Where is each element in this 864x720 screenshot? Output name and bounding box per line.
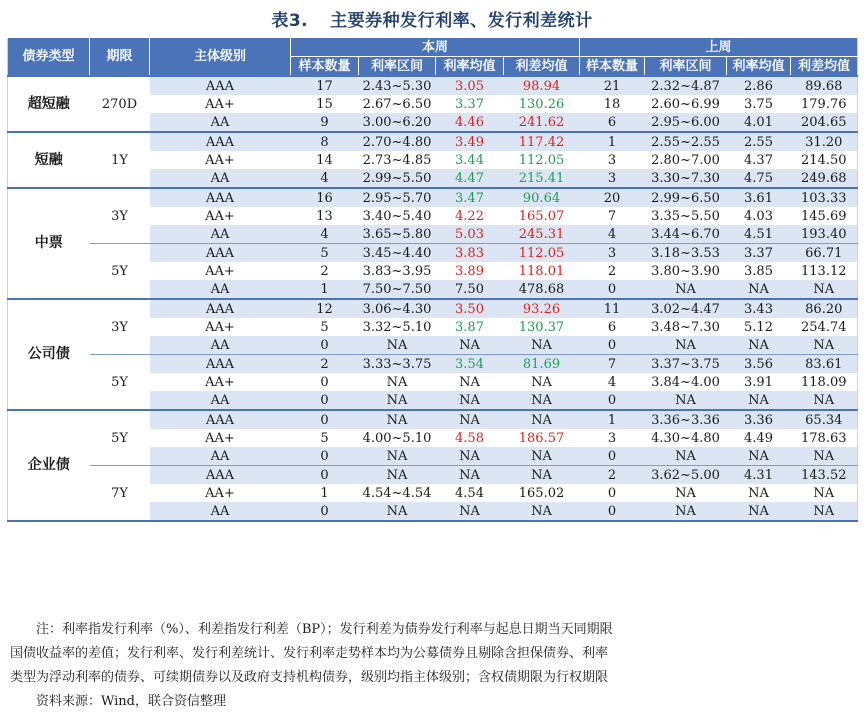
last-week-rate-mean-cell: NA xyxy=(727,391,791,410)
last-week-sample-count-cell: 18 xyxy=(580,95,645,113)
this-week-rate-range-cell: 3.45~4.40 xyxy=(359,244,436,263)
last-week-sample-count-cell: 3 xyxy=(580,429,645,447)
header-tw-spread-mean: 利差均值 xyxy=(504,57,580,77)
rating-cell: AAA xyxy=(150,299,291,318)
last-week-sample-count-cell: 21 xyxy=(580,76,645,95)
period-cell: 1Y xyxy=(90,132,150,188)
last-week-spread-mean-cell: NA xyxy=(791,484,858,502)
period-cell: 3Y xyxy=(90,188,150,244)
this-week-sample-count-cell: 1 xyxy=(291,280,359,299)
last-week-sample-count-cell: 11 xyxy=(580,299,645,318)
rating-cell: AA+ xyxy=(150,373,291,391)
note-line-2: 国债收益率的差值；发行利率、发行利差统计、发行利率走势样本均为公募债券且剔除含担保债券、利率 xyxy=(10,646,609,661)
last-week-spread-mean-cell: 193.40 xyxy=(791,225,858,244)
last-week-spread-mean-cell: 65.34 xyxy=(791,410,858,429)
this-week-rate-mean-cell: 3.89 xyxy=(436,262,504,280)
last-week-sample-count-cell: 2 xyxy=(580,466,645,485)
table-row xyxy=(8,410,858,429)
this-week-rate-mean-cell: 4.58 xyxy=(436,429,504,447)
table-row xyxy=(8,132,858,151)
rating-cell: AA xyxy=(150,447,291,466)
this-week-rate-range-cell: NA xyxy=(359,447,436,466)
this-week-spread-mean-cell: 165.02 xyxy=(504,484,580,502)
rating-cell: AA xyxy=(150,225,291,244)
table-row xyxy=(8,244,858,263)
last-week-rate-mean-cell: 4.75 xyxy=(727,169,791,188)
last-week-rate-range-cell: 4.30~4.80 xyxy=(645,429,727,447)
last-week-rate-range-cell: 3.35~5.50 xyxy=(645,207,727,225)
last-week-sample-count-cell: 0 xyxy=(580,502,645,521)
this-week-rate-range-cell: 3.33~3.75 xyxy=(359,355,436,374)
header-period: 期限 xyxy=(90,38,150,76)
last-week-rate-mean-cell: 3.85 xyxy=(727,262,791,280)
table-notes xyxy=(10,618,858,714)
header-last-week: 上周 xyxy=(580,38,858,57)
header-lw-rate-range: 利率区间 xyxy=(645,57,727,77)
this-week-rate-mean-cell: 4.47 xyxy=(436,169,504,188)
last-week-spread-mean-cell: 143.52 xyxy=(791,466,858,485)
header-lw-spread-mean: 利差均值 xyxy=(791,57,858,77)
rating-cell: AA+ xyxy=(150,429,291,447)
this-week-spread-mean-cell: 118.01 xyxy=(504,262,580,280)
rating-cell: AAA xyxy=(150,466,291,485)
this-week-rate-mean-cell: NA xyxy=(436,410,504,429)
rating-cell: AAA xyxy=(150,188,291,207)
table-row xyxy=(8,188,858,207)
this-week-rate-range-cell: NA xyxy=(359,502,436,521)
this-week-spread-mean-cell: NA xyxy=(504,502,580,521)
this-week-sample-count-cell: 0 xyxy=(291,336,359,355)
header-lw-rate-mean: 利率均值 xyxy=(727,57,791,77)
this-week-sample-count-cell: 5 xyxy=(291,318,359,336)
rating-cell: AA+ xyxy=(150,151,291,169)
rating-cell: AA xyxy=(150,391,291,410)
table-title-text: 主要券种发行利率、发行利差统计 xyxy=(330,11,593,31)
period-cell: 3Y xyxy=(90,299,150,355)
this-week-spread-mean-cell: 112.05 xyxy=(504,151,580,169)
header-bond-type: 债券类型 xyxy=(8,38,90,76)
table-row xyxy=(8,466,858,485)
last-week-spread-mean-cell: NA xyxy=(791,502,858,521)
this-week-sample-count-cell: 1 xyxy=(291,484,359,502)
last-week-rate-range-cell: 3.84~4.00 xyxy=(645,373,727,391)
last-week-rate-mean-cell: 4.31 xyxy=(727,466,791,485)
last-week-rate-range-cell: 3.30~7.30 xyxy=(645,169,727,188)
last-week-spread-mean-cell: NA xyxy=(791,391,858,410)
last-week-sample-count-cell: 3 xyxy=(580,169,645,188)
this-week-rate-range-cell: NA xyxy=(359,410,436,429)
this-week-spread-mean-cell: 112.05 xyxy=(504,244,580,263)
last-week-spread-mean-cell: NA xyxy=(791,280,858,299)
header-lw-sample-count: 样本数量 xyxy=(580,57,645,77)
this-week-sample-count-cell: 8 xyxy=(291,132,359,151)
this-week-spread-mean-cell: 90.64 xyxy=(504,188,580,207)
this-week-rate-range-cell: 2.73~4.85 xyxy=(359,151,436,169)
table-header xyxy=(8,38,858,76)
this-week-spread-mean-cell: NA xyxy=(504,391,580,410)
this-week-rate-mean-cell: 3.47 xyxy=(436,188,504,207)
this-week-rate-mean-cell: 4.54 xyxy=(436,484,504,502)
this-week-rate-mean-cell: NA xyxy=(436,447,504,466)
last-week-rate-range-cell: 3.62~5.00 xyxy=(645,466,727,485)
last-week-rate-range-cell: 2.80~7.00 xyxy=(645,151,727,169)
header-rating: 主体级别 xyxy=(150,38,291,76)
this-week-sample-count-cell: 5 xyxy=(291,244,359,263)
last-week-rate-range-cell: 3.37~3.75 xyxy=(645,355,727,374)
this-week-sample-count-cell: 14 xyxy=(291,151,359,169)
rating-cell: AA xyxy=(150,113,291,132)
last-week-rate-mean-cell: NA xyxy=(727,280,791,299)
last-week-sample-count-cell: 0 xyxy=(580,391,645,410)
last-week-rate-mean-cell: NA xyxy=(727,484,791,502)
this-week-spread-mean-cell: 215.41 xyxy=(504,169,580,188)
rating-cell: AAA xyxy=(150,76,291,95)
last-week-rate-mean-cell: 5.12 xyxy=(727,318,791,336)
rating-cell: AAA xyxy=(150,355,291,374)
this-week-spread-mean-cell: NA xyxy=(504,410,580,429)
last-week-rate-mean-cell: 3.91 xyxy=(727,373,791,391)
last-week-rate-range-cell: 3.80~3.90 xyxy=(645,262,727,280)
this-week-rate-mean-cell: 3.83 xyxy=(436,244,504,263)
this-week-rate-mean-cell: 3.49 xyxy=(436,132,504,151)
bond-type-cell: 短融 xyxy=(8,132,90,188)
this-week-sample-count-cell: 4 xyxy=(291,225,359,244)
this-week-rate-range-cell: NA xyxy=(359,466,436,485)
last-week-rate-range-cell: NA xyxy=(645,447,727,466)
this-week-rate-mean-cell: 3.05 xyxy=(436,76,504,95)
this-week-rate-range-cell: 2.43~5.30 xyxy=(359,76,436,95)
last-week-rate-mean-cell: 2.55 xyxy=(727,132,791,151)
this-week-rate-mean-cell: NA xyxy=(436,502,504,521)
last-week-sample-count-cell: 0 xyxy=(580,447,645,466)
this-week-spread-mean-cell: 186.57 xyxy=(504,429,580,447)
last-week-spread-mean-cell: 179.76 xyxy=(791,95,858,113)
last-week-rate-mean-cell: 4.03 xyxy=(727,207,791,225)
this-week-rate-mean-cell: 4.46 xyxy=(436,113,504,132)
last-week-rate-range-cell: NA xyxy=(645,502,727,521)
this-week-rate-mean-cell: 4.22 xyxy=(436,207,504,225)
last-week-sample-count-cell: 7 xyxy=(580,355,645,374)
this-week-rate-range-cell: 3.00~6.20 xyxy=(359,113,436,132)
bond-type-cell: 企业债 xyxy=(8,410,90,521)
this-week-spread-mean-cell: 130.37 xyxy=(504,318,580,336)
this-week-rate-range-cell: 3.83~3.95 xyxy=(359,262,436,280)
last-week-sample-count-cell: 0 xyxy=(580,484,645,502)
this-week-spread-mean-cell: 245.31 xyxy=(504,225,580,244)
last-week-spread-mean-cell: 145.69 xyxy=(791,207,858,225)
last-week-rate-range-cell: 3.02~4.47 xyxy=(645,299,727,318)
period-cell: 5Y xyxy=(90,410,150,466)
this-week-spread-mean-cell: 165.07 xyxy=(504,207,580,225)
this-week-spread-mean-cell: 117.42 xyxy=(504,132,580,151)
this-week-rate-range-cell: 4.00~5.10 xyxy=(359,429,436,447)
rating-cell: AA+ xyxy=(150,262,291,280)
this-week-sample-count-cell: 2 xyxy=(291,355,359,374)
last-week-sample-count-cell: 4 xyxy=(580,373,645,391)
this-week-spread-mean-cell: NA xyxy=(504,336,580,355)
rating-cell: AA xyxy=(150,169,291,188)
last-week-rate-range-cell: 2.99~6.50 xyxy=(645,188,727,207)
period-cell: 5Y xyxy=(90,244,150,300)
last-week-rate-range-cell: 3.44~6.70 xyxy=(645,225,727,244)
note-line-3: 类型为浮动利率的债券、可续期债券以及政府支持机构债券，级别均指主体级别；含权债期限为行权期限 xyxy=(10,670,609,685)
this-week-spread-mean-cell: 81.69 xyxy=(504,355,580,374)
this-week-rate-range-cell: 2.99~5.50 xyxy=(359,169,436,188)
note-line-1: 注：利率指发行利率（%）、利差指发行利差（BP）；发行利差为债券发行利率与起息日期当天同期限 xyxy=(36,622,613,637)
last-week-rate-mean-cell: 2.86 xyxy=(727,76,791,95)
this-week-spread-mean-cell: 98.94 xyxy=(504,76,580,95)
this-week-sample-count-cell: 9 xyxy=(291,113,359,132)
rating-cell: AA+ xyxy=(150,207,291,225)
last-week-rate-range-cell: NA xyxy=(645,391,727,410)
last-week-spread-mean-cell: NA xyxy=(791,336,858,355)
rating-cell: AAA xyxy=(150,244,291,263)
this-week-rate-range-cell: 2.70~4.80 xyxy=(359,132,436,151)
last-week-spread-mean-cell: 118.09 xyxy=(791,373,858,391)
table-row xyxy=(8,299,858,318)
table-body xyxy=(8,76,858,521)
last-week-spread-mean-cell: 83.61 xyxy=(791,355,858,374)
this-week-rate-range-cell: 3.32~5.10 xyxy=(359,318,436,336)
rating-cell: AAA xyxy=(150,410,291,429)
last-week-sample-count-cell: 3 xyxy=(580,244,645,263)
issuance-rate-table xyxy=(7,38,858,522)
this-week-spread-mean-cell: NA xyxy=(504,447,580,466)
this-week-sample-count-cell: 16 xyxy=(291,188,359,207)
last-week-sample-count-cell: 3 xyxy=(580,151,645,169)
last-week-rate-range-cell: 2.60~6.99 xyxy=(645,95,727,113)
last-week-spread-mean-cell: 31.20 xyxy=(791,132,858,151)
last-week-sample-count-cell: 6 xyxy=(580,113,645,132)
last-week-rate-mean-cell: 4.49 xyxy=(727,429,791,447)
last-week-rate-mean-cell: 4.37 xyxy=(727,151,791,169)
this-week-rate-range-cell: NA xyxy=(359,336,436,355)
this-week-sample-count-cell: 4 xyxy=(291,169,359,188)
last-week-spread-mean-cell: NA xyxy=(791,447,858,466)
table-number: 表3. xyxy=(271,11,309,31)
this-week-sample-count-cell: 0 xyxy=(291,502,359,521)
this-week-sample-count-cell: 5 xyxy=(291,429,359,447)
data-source: 资料来源：Wind，联合资信整理 xyxy=(36,694,226,709)
last-week-sample-count-cell: 0 xyxy=(580,336,645,355)
this-week-rate-mean-cell: 3.37 xyxy=(436,95,504,113)
rating-cell: AA+ xyxy=(150,95,291,113)
this-week-spread-mean-cell: NA xyxy=(504,373,580,391)
this-week-rate-range-cell: 3.06~4.30 xyxy=(359,299,436,318)
rating-cell: AA xyxy=(150,502,291,521)
this-week-rate-range-cell: 3.40~5.40 xyxy=(359,207,436,225)
this-week-spread-mean-cell: NA xyxy=(504,466,580,485)
last-week-rate-range-cell: 2.95~6.00 xyxy=(645,113,727,132)
last-week-spread-mean-cell: 113.12 xyxy=(791,262,858,280)
period-cell: 7Y xyxy=(90,466,150,522)
this-week-rate-range-cell: 2.95~5.70 xyxy=(359,188,436,207)
last-week-spread-mean-cell: 254.74 xyxy=(791,318,858,336)
this-week-rate-mean-cell: 5.03 xyxy=(436,225,504,244)
this-week-spread-mean-cell: 93.26 xyxy=(504,299,580,318)
last-week-sample-count-cell: 4 xyxy=(580,225,645,244)
last-week-rate-range-cell: 3.48~7.30 xyxy=(645,318,727,336)
this-week-rate-mean-cell: NA xyxy=(436,391,504,410)
rating-cell: AA xyxy=(150,280,291,299)
last-week-sample-count-cell: 20 xyxy=(580,188,645,207)
last-week-rate-mean-cell: NA xyxy=(727,447,791,466)
last-week-spread-mean-cell: 214.50 xyxy=(791,151,858,169)
last-week-rate-mean-cell: 3.43 xyxy=(727,299,791,318)
last-week-rate-mean-cell: 3.37 xyxy=(727,244,791,263)
last-week-sample-count-cell: 0 xyxy=(580,280,645,299)
header-tw-rate-mean: 利率均值 xyxy=(436,57,504,77)
this-week-rate-range-cell: 7.50~7.50 xyxy=(359,280,436,299)
this-week-sample-count-cell: 0 xyxy=(291,373,359,391)
header-this-week: 本周 xyxy=(291,38,580,57)
this-week-rate-mean-cell: 3.87 xyxy=(436,318,504,336)
rating-cell: AA+ xyxy=(150,484,291,502)
last-week-rate-range-cell: NA xyxy=(645,484,727,502)
last-week-rate-mean-cell: NA xyxy=(727,336,791,355)
last-week-sample-count-cell: 6 xyxy=(580,318,645,336)
this-week-sample-count-cell: 2 xyxy=(291,262,359,280)
last-week-spread-mean-cell: 66.71 xyxy=(791,244,858,263)
last-week-sample-count-cell: 7 xyxy=(580,207,645,225)
last-week-rate-range-cell: 2.32~4.87 xyxy=(645,76,727,95)
last-week-rate-mean-cell: 3.36 xyxy=(727,410,791,429)
period-cell: 5Y xyxy=(90,355,150,411)
this-week-rate-range-cell: NA xyxy=(359,373,436,391)
this-week-spread-mean-cell: 241.62 xyxy=(504,113,580,132)
this-week-sample-count-cell: 13 xyxy=(291,207,359,225)
header-tw-sample-count: 样本数量 xyxy=(291,57,359,77)
last-week-rate-mean-cell: 3.75 xyxy=(727,95,791,113)
last-week-rate-range-cell: 3.36~3.36 xyxy=(645,410,727,429)
header-tw-rate-range: 利率区间 xyxy=(359,57,436,77)
rating-cell: AA+ xyxy=(150,318,291,336)
last-week-spread-mean-cell: 204.65 xyxy=(791,113,858,132)
bond-type-cell: 超短融 xyxy=(8,76,90,132)
this-week-rate-range-cell: 4.54~4.54 xyxy=(359,484,436,502)
this-week-rate-range-cell: 3.65~5.80 xyxy=(359,225,436,244)
this-week-rate-range-cell: 2.67~6.50 xyxy=(359,95,436,113)
rating-cell: AA xyxy=(150,336,291,355)
this-week-spread-mean-cell: 130.26 xyxy=(504,95,580,113)
this-week-rate-mean-cell: 3.50 xyxy=(436,299,504,318)
this-week-spread-mean-cell: 478.68 xyxy=(504,280,580,299)
this-week-rate-mean-cell: NA xyxy=(436,336,504,355)
last-week-spread-mean-cell: 249.68 xyxy=(791,169,858,188)
last-week-sample-count-cell: 1 xyxy=(580,410,645,429)
last-week-spread-mean-cell: 103.33 xyxy=(791,188,858,207)
last-week-rate-mean-cell: 3.56 xyxy=(727,355,791,374)
this-week-sample-count-cell: 0 xyxy=(291,410,359,429)
last-week-sample-count-cell: 1 xyxy=(580,132,645,151)
this-week-rate-mean-cell: 3.54 xyxy=(436,355,504,374)
this-week-sample-count-cell: 17 xyxy=(291,76,359,95)
this-week-rate-mean-cell: 3.44 xyxy=(436,151,504,169)
bond-type-cell: 中票 xyxy=(8,188,90,299)
last-week-rate-mean-cell: 4.01 xyxy=(727,113,791,132)
table-title xyxy=(0,6,864,31)
this-week-rate-mean-cell: NA xyxy=(436,466,504,485)
last-week-rate-range-cell: NA xyxy=(645,280,727,299)
this-week-sample-count-cell: 12 xyxy=(291,299,359,318)
last-week-rate-range-cell: 3.18~3.53 xyxy=(645,244,727,263)
this-week-sample-count-cell: 0 xyxy=(291,391,359,410)
bond-type-cell: 公司债 xyxy=(8,299,90,410)
this-week-rate-mean-cell: 7.50 xyxy=(436,280,504,299)
last-week-rate-mean-cell: 3.61 xyxy=(727,188,791,207)
table-row xyxy=(8,355,858,374)
last-week-rate-mean-cell: NA xyxy=(727,502,791,521)
this-week-sample-count-cell: 0 xyxy=(291,466,359,485)
table-row xyxy=(8,76,858,95)
last-week-sample-count-cell: 2 xyxy=(580,262,645,280)
this-week-rate-range-cell: NA xyxy=(359,391,436,410)
rating-cell: AAA xyxy=(150,132,291,151)
this-week-sample-count-cell: 0 xyxy=(291,447,359,466)
last-week-rate-mean-cell: 4.51 xyxy=(727,225,791,244)
last-week-rate-range-cell: 2.55~2.55 xyxy=(645,132,727,151)
this-week-sample-count-cell: 15 xyxy=(291,95,359,113)
this-week-rate-mean-cell: NA xyxy=(436,373,504,391)
last-week-spread-mean-cell: 89.68 xyxy=(791,76,858,95)
period-cell: 270D xyxy=(90,76,150,132)
last-week-spread-mean-cell: 178.63 xyxy=(791,429,858,447)
last-week-spread-mean-cell: 86.20 xyxy=(791,299,858,318)
last-week-rate-range-cell: NA xyxy=(645,336,727,355)
